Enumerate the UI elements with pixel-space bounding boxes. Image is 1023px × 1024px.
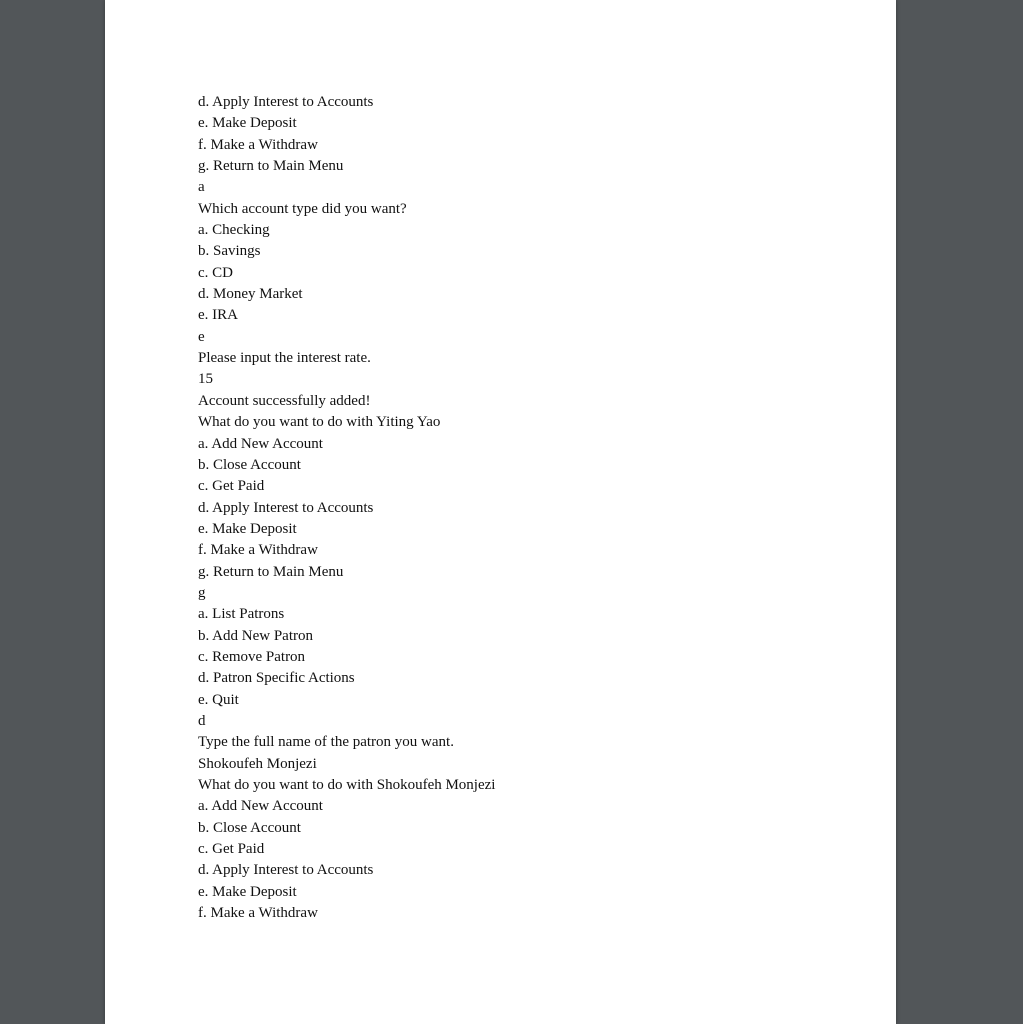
text-line: g [198, 584, 206, 601]
text-line: c. CD [198, 264, 233, 281]
text-line: Account successfully added! [198, 392, 371, 409]
text-line: d. Apply Interest to Accounts [198, 862, 374, 879]
text-line: a [198, 179, 205, 196]
text-line: b. Add New Patron [198, 627, 313, 644]
text-line: d [198, 712, 206, 729]
text-line: f. Make a Withdraw [198, 542, 318, 559]
text-line: b. Savings [198, 243, 261, 260]
text-line: Type the full name of the patron you want. [198, 734, 454, 751]
text-line: b. Close Account [198, 456, 301, 473]
text-line: e. Make Deposit [198, 883, 297, 900]
text-line: Please input the interest rate. [198, 350, 371, 367]
text-line: a. Add New Account [198, 435, 323, 452]
text-line: a. Add New Account [198, 798, 323, 815]
text-line: a. Checking [198, 222, 270, 239]
text-line: d. Apply Interest to Accounts [198, 499, 374, 516]
text-line: c. Remove Patron [198, 648, 306, 665]
text-line: c. Get Paid [198, 478, 265, 495]
text-line: Shokoufeh Monjezi [198, 755, 317, 772]
text-line: a. List Patrons [198, 606, 285, 623]
text-line: 15 [198, 371, 213, 388]
console-output-text [198, 92, 495, 924]
text-line: d. Patron Specific Actions [198, 670, 355, 687]
text-line: f. Make a Withdraw [198, 905, 318, 922]
document-page [105, 0, 896, 1024]
text-line: e. Quit [198, 691, 239, 708]
text-line: g. Return to Main Menu [198, 158, 344, 175]
text-line: b. Close Account [198, 819, 301, 836]
text-line: Which account type did you want? [198, 200, 407, 217]
text-line: f. Make a Withdraw [198, 136, 318, 153]
text-line: What do you want to do with Shokoufeh Monjezi [198, 777, 496, 793]
text-line: g. Return to Main Menu [198, 563, 344, 580]
text-line: e. Make Deposit [198, 115, 297, 132]
text-line: c. Get Paid [198, 841, 265, 858]
text-line: e [198, 328, 205, 345]
text-line: d. Apply Interest to Accounts [198, 94, 374, 110]
text-line: d. Money Market [198, 286, 303, 303]
text-line: e. IRA [198, 307, 238, 324]
text-line: What do you want to do with Yiting Yao [198, 414, 441, 431]
text-line: e. Make Deposit [198, 520, 297, 537]
